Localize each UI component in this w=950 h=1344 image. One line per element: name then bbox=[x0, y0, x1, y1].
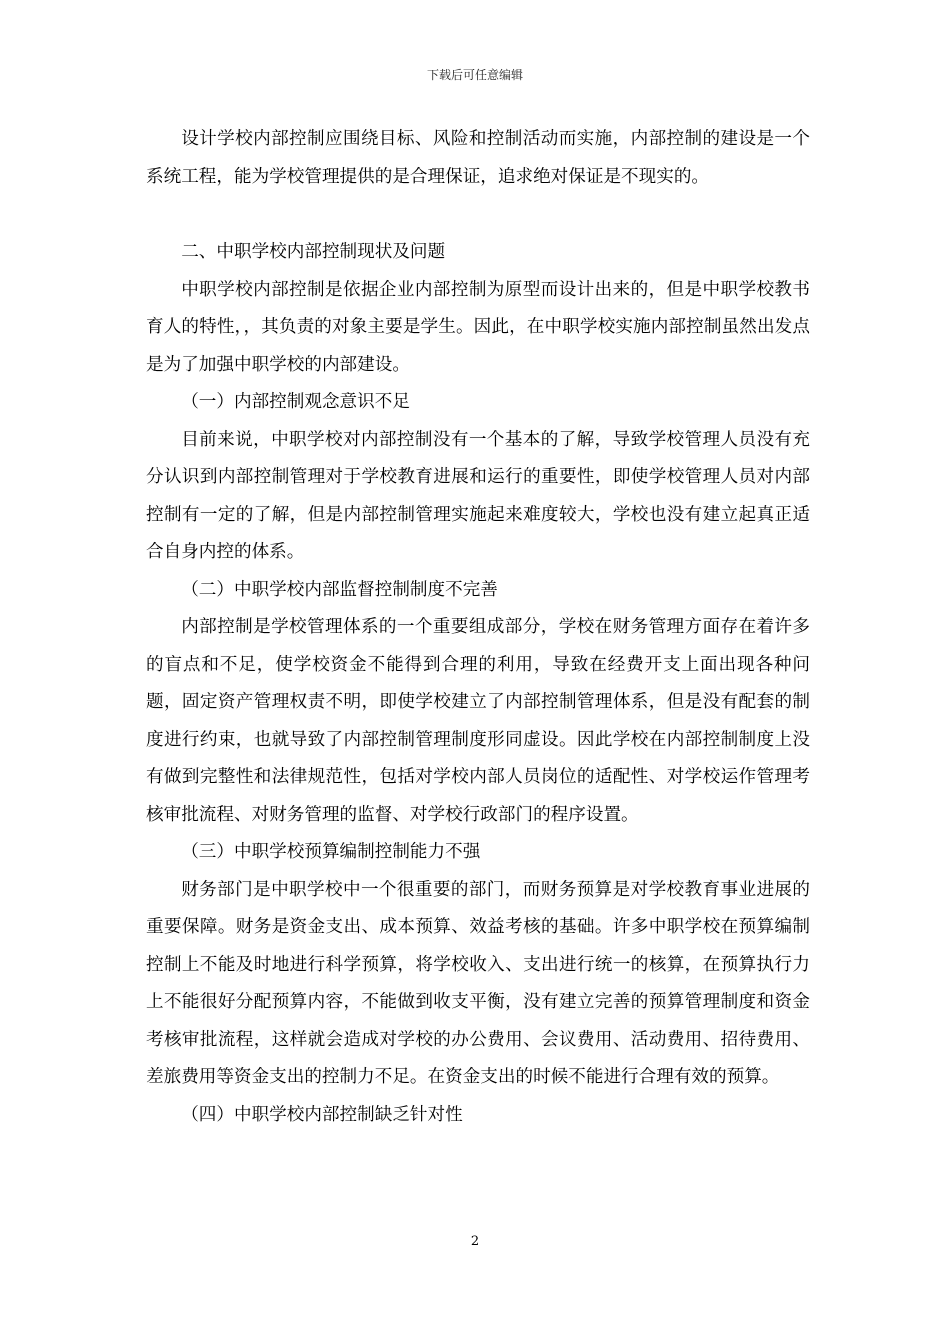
paragraph-intro: 设计学校内部控制应围绕目标、风险和控制活动而实施，内部控制的建设是一个系统工程，能为学校管理提供的是合理保证，追求绝对保证是不现实的。 bbox=[146, 129, 810, 187]
page-header: 下载后可任意编辑 bbox=[426, 68, 523, 82]
document-body bbox=[146, 121, 810, 1134]
paragraph-subsection-2: 内部控制是学校管理体系的一个重要组成部分，学校在财务管理方面存在着许多的盲点和不足，使学校资金不能得到合理的利用，导致在经费开支上面出现各种问题，固定资产管理权责不明，即使学校建立了内部控制管理体系，但是没有配套的制度进行约束，也就导致了内部控制管理制度形同虚设。因此学校在内部控制制度上没有做到完整性和法律规范性，包括对学校内部人员岗位的适配性、对学校运作管理考核审批流程、对财务管理的监督、对学校行政部门的程序设置。 bbox=[146, 617, 810, 825]
subsection-heading-1: （一）内部控制观念意识不足 bbox=[181, 392, 410, 412]
paragraph-spacer bbox=[146, 196, 810, 234]
subsection-heading-2: （二）中职学校内部监督控制制度不完善 bbox=[181, 579, 498, 600]
paragraph-subsection-1: 目前来说，中职学校对内部控制没有一个基本的了解，导致学校管理人员没有充分认识到内部控制管理对于学校教育进展和运行的重要性，即使学校管理人员对内部控制有一定的了解，但是内部控制管理实施起来难度较大，学校也没有建立起真正适合自身内控的体系。 bbox=[146, 429, 810, 562]
subsection-heading-4: （四）中职学校内部控制缺乏针对性 bbox=[181, 1104, 463, 1125]
paragraph-section-2: 中职学校内部控制是依据企业内部控制为原型而设计出来的，但是中职学校教书育人的特性，，其负责的对象主要是学生。因此，在中职学校实施内部控制虽然出发点是为了加强中职学校的内部建设。 bbox=[146, 279, 810, 375]
section-heading-2: 二、中职学校内部控制现状及问题 bbox=[181, 242, 446, 262]
page-number: 2 bbox=[470, 1234, 480, 1249]
subsection-heading-3: （三）中职学校预算编制控制能力不强 bbox=[181, 842, 481, 862]
paragraph-subsection-3: 财务部门是中职学校中一个很重要的部门，而财务预算是对学校教育事业进展的重要保障。财务是资金支出、成本预算、效益考核的基础。许多中职学校在预算编制控制上不能及时地进行科学预算，将学校收入、支出进行统一的核算，在预算执行力上不能很好分配预算内容，不能做到收支平衡，没有建立完善的预算管理制度和资金考核审批流程，这样就会造成对学校的办公费用、会议费用、活动费用、招待费用、差旅费用等资金支出的控制力不足。在资金支出的时候不能进行合理有效的预算。 bbox=[146, 879, 810, 1087]
